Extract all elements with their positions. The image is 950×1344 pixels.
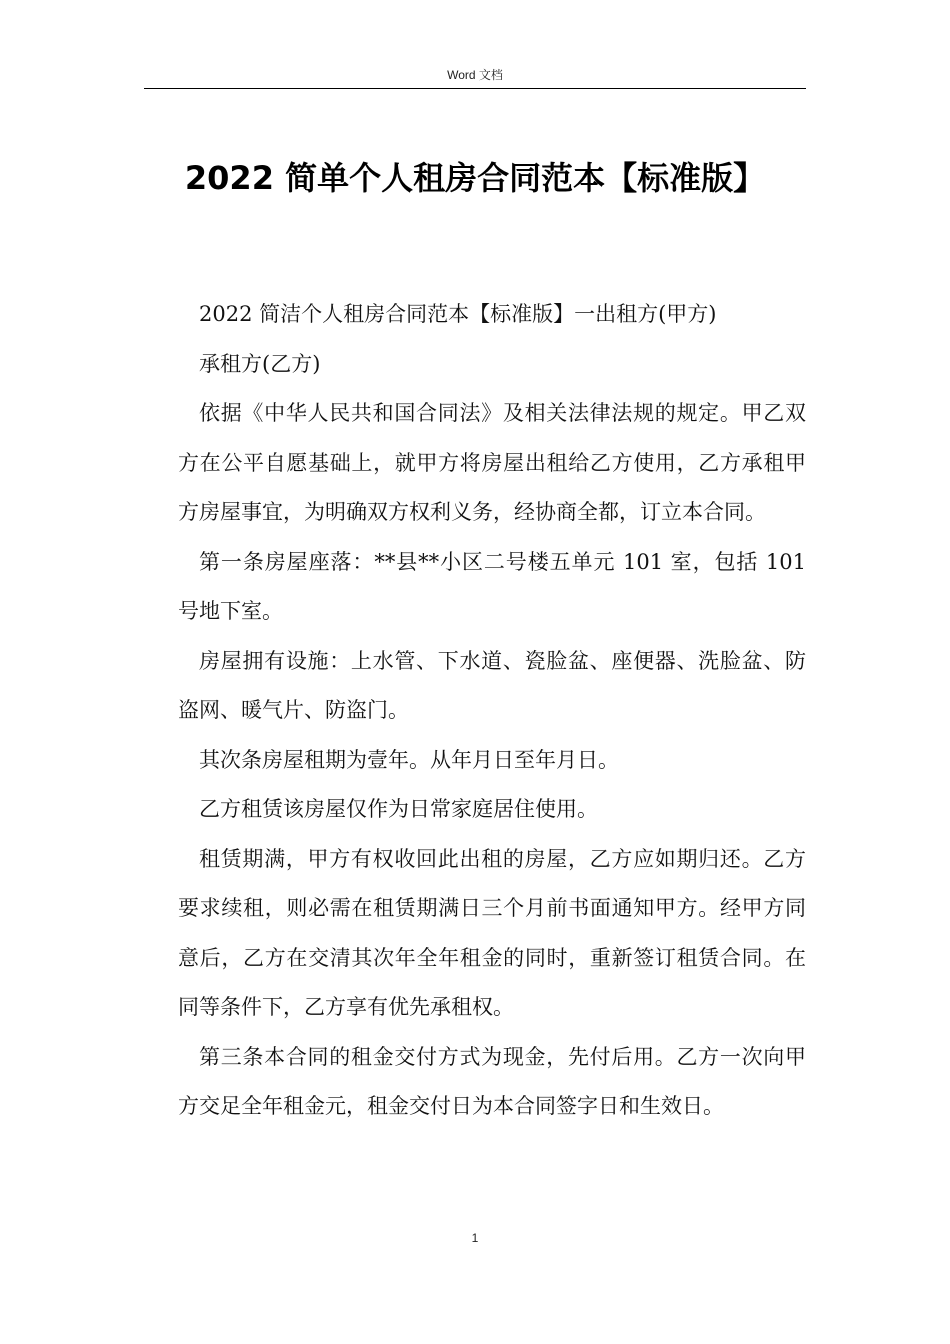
document-title: 2022 简单个人租房合同范本【标准版】 xyxy=(184,159,766,197)
paragraph-article-1-location: 第一条房屋座落：**县**小区二号楼五单元 101 室，包括 101 号地下室。 xyxy=(178,549,806,623)
paragraph-intro: 2022 简洁个人租房合同范本【标准版】一出租方(甲方) xyxy=(199,302,717,326)
page-header: Word 文档 xyxy=(144,66,806,89)
paragraph-facilities: 房屋拥有设施：上水管、下水道、瓷脸盆、座便器、洗脸盆、防盗网、暖气片、防盗门。 xyxy=(178,648,806,722)
paragraph-usage: 乙方租赁该房屋仅作为日常家庭居住使用。 xyxy=(199,797,598,821)
paragraph-renewal: 租赁期满，甲方有权收回此出租的房屋，乙方应如期归还。乙方要求续租，则必需在租赁期满日三个月前书面通知甲方。经甲方同意后，乙方在交清其次年全年租金的同时，重新签订租赁合同。在同等条件下，乙方享有优先承租权。 xyxy=(178,846,806,1019)
paragraph-article-3-payment: 第三条本合同的租金交付方式为现金，先付后用。乙方一次向甲方交足全年租金元，租金交付日为本合同签字日和生效日。 xyxy=(178,1044,806,1118)
document-body xyxy=(178,290,806,1132)
paragraph-lessee: 承租方(乙方) xyxy=(199,351,321,376)
paragraph-article-2-term: 其次条房屋租期为壹年。从年月日至年月日。 xyxy=(199,747,619,772)
page-number: 1 xyxy=(471,1231,479,1245)
paragraph-basis: 依据《中华人民共和国合同法》及相关法律法规的规定。甲乙双方在公平自愿基础上，就甲方将房屋出租给乙方使用，乙方承租甲方房屋事宜，为明确双方权利义务，经协商全都，订立本合同。 xyxy=(178,401,806,524)
